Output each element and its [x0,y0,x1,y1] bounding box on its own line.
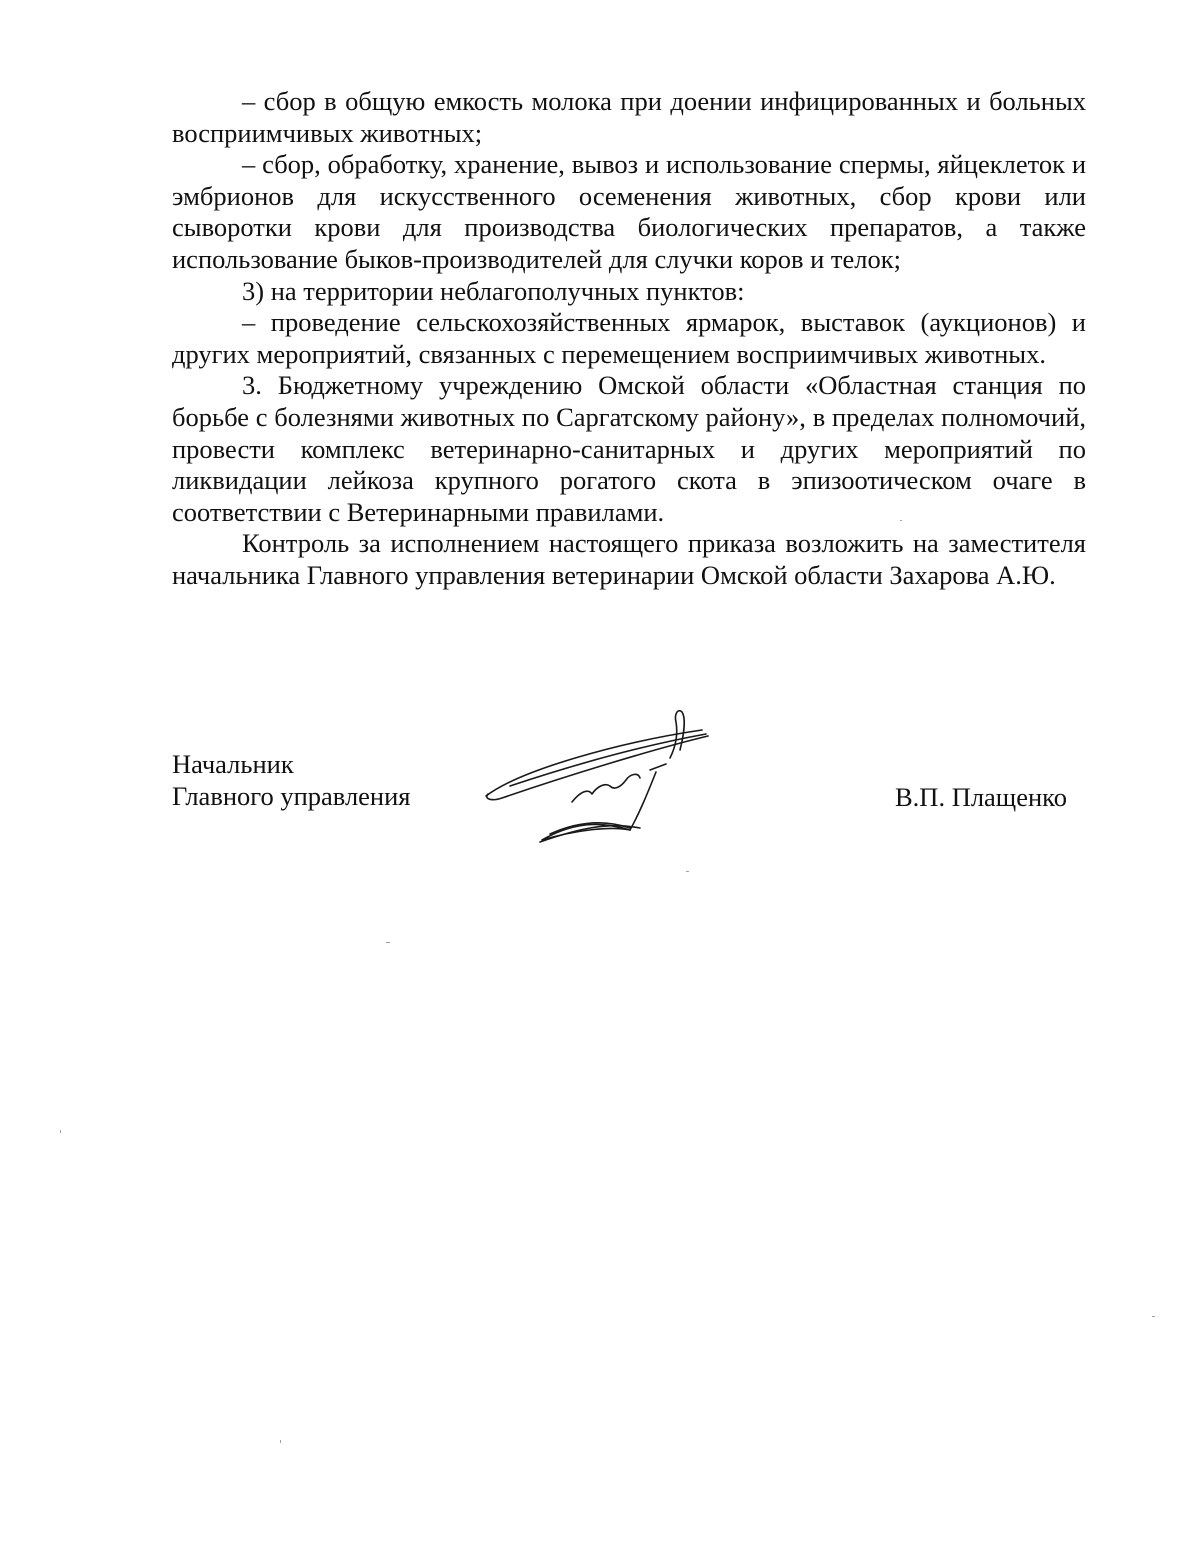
paragraph-semen-collection: – сбор, обработку, хранение, вывоз и использование спермы, яйцеклеток и эмбрионов для искусственного осеменения животных, сбор крови или сыворотки крови для производства биологических препаратов, а также использование быков-производителей для случки коров и телок; [172,149,1086,274]
signatory-title-line2: Главного управления [172,780,411,811]
scan-speck [280,1440,281,1443]
paragraph-budget-institution: 3. Бюджетному учреждению Омской области «Областная станция по борьбе с болезнями животных по Саргатскому району», в пределах полномочий, провести комплекс ветеринарно-санитарных и других мероприятий по ликвидации лейкоза крупного рогатого скота в эпизоотическом очаге в соответствии с Ветеринарными правилами. [172,370,1086,527]
paragraph-fairs-ban: – проведение сельскохозяйственных ярмарок, выставок (аукционов) и других мероприятий, связанных с перемещением восприимчивых животных. [172,307,1086,369]
paragraph-milk-collection: – сбор в общую емкость молока при доении инфицированных и больных восприимчивых животных; [172,86,1086,148]
scan-speck [60,1130,61,1133]
signatory-title [172,749,411,812]
scan-speck [1152,1316,1155,1317]
document-body [172,86,1086,592]
signatory-title-line1: Начальник [172,749,294,779]
handwritten-signature [480,700,720,850]
scan-speck [386,942,390,943]
scan-speck [900,520,902,521]
paragraph-control: Контроль за исполнением настоящего приказа возложить на заместителя начальника Главного управления ветеринарии Омской области Захарова А.Ю. [172,528,1086,590]
paragraph-territory-heading: 3) на территории неблагополучных пунктов: [242,275,745,306]
signatory-name: В.П. Плащенко [895,782,1067,812]
scan-speck [686,871,689,872]
